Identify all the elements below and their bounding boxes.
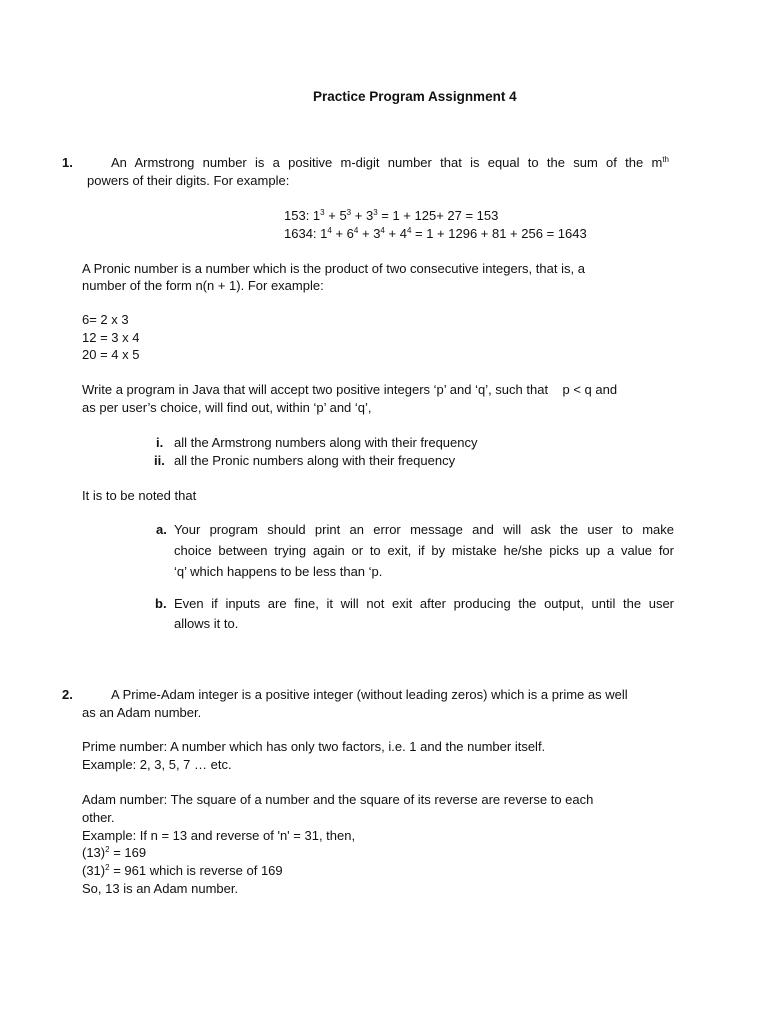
armstrong-example-1: 153: $1^3 + 5^3 + 3^3 = 1 + 125+ 27 = 153$	[284, 208, 499, 223]
task-statement-continued: as per user’s choice, will find out, within ‘p’ and ‘q’,	[82, 400, 372, 415]
question-1-intro-continued: powers of their digits. For example:	[87, 173, 290, 188]
alpha-item-a-line-1: Your program should print an error message and will ask the user to make	[174, 522, 674, 537]
pronic-example-3: 20 = 4 x 5	[82, 347, 140, 362]
noted-heading: It is to be noted that	[82, 488, 197, 503]
power: 3	[320, 208, 325, 217]
question-1-intro	[111, 155, 669, 170]
alpha-item-b-line-1: Even if inputs are fine, it will not exit after producing the output, until the user	[174, 596, 674, 611]
adam-definition: Adam number: The square of a number and the square of its reverse are reverse to each	[82, 792, 594, 807]
roman-item-ii: all the Pronic numbers along with their frequency	[174, 453, 456, 468]
roman-marker-i: i.	[156, 435, 164, 450]
pronic-definition-continued: number of the form n(n + 1). For example:	[82, 278, 324, 293]
power: 4	[406, 226, 412, 235]
square-2-base: (31)	[82, 863, 106, 878]
question-1-number: 1.	[62, 155, 73, 170]
power: 4	[380, 226, 385, 235]
armstrong-number: 1634:	[284, 226, 321, 241]
alpha-item-b-line-2: allows it to.	[174, 616, 239, 631]
digit: 5	[339, 208, 347, 223]
digit: 6	[346, 226, 354, 241]
square-1-base: (13)	[82, 845, 106, 860]
armstrong-sum: = 1 + 1296 + 81 + 256 = 1643	[411, 226, 587, 241]
alpha-item-a-line-3: ‘q’ which happens to be less than ‘p.	[174, 564, 383, 579]
alpha-item-a-line-2: choice between trying again or to exit, if by mistake he/she picks up a value for	[174, 543, 674, 558]
digit: 4	[399, 226, 407, 241]
power: 4	[327, 226, 332, 235]
roman-marker-ii: ii.	[154, 453, 165, 468]
question-1-intro-sup: th	[662, 155, 669, 164]
square-example-1	[82, 845, 146, 860]
task-statement: Write a program in Java that will accept two positive integers ‘p’ and ‘q’, such that p < q and	[82, 382, 618, 397]
digit: 1	[320, 226, 328, 241]
prime-example: Example: 2, 3, 5, 7 … etc.	[82, 757, 232, 772]
page-title: Practice Program Assignment 4	[313, 89, 517, 104]
armstrong-number: 153:	[284, 208, 313, 223]
pronic-example-1: 6= 2 x 3	[82, 312, 129, 327]
prime-definition: Prime number: A number which has only two factors, i.e. 1 and the number itself.	[82, 739, 546, 754]
armstrong-sum: = 1 + 125+ 27 = 153	[377, 208, 499, 223]
question-2-intro: A Prime-Adam integer is a positive integer (without leading zeros) which is a prime as well	[111, 687, 628, 702]
pronic-definition: A Pronic number is a number which is the product of two consecutive integers, that is, a	[82, 261, 585, 276]
roman-item-i: all the Armstrong numbers along with their frequency	[174, 435, 478, 450]
adam-definition-continued: other.	[82, 810, 115, 825]
adam-example: Example: If n = 13 and reverse of 'n' = 31, then,	[82, 828, 356, 843]
question-2-number: 2.	[62, 687, 73, 702]
square-1-result: = 169	[109, 845, 147, 860]
digit: 3	[373, 226, 381, 241]
square-1-exponent: 2	[105, 845, 110, 854]
alpha-marker-b: b.	[155, 596, 167, 611]
square-2-exponent: 2	[105, 863, 110, 872]
alpha-marker-a: a.	[156, 522, 167, 537]
square-example-2	[82, 863, 283, 878]
power: 3	[346, 208, 352, 217]
digit: 1	[312, 208, 321, 223]
pronic-example-2: 12 = 3 x 4	[82, 330, 140, 345]
question-2-intro-continued: as an Adam number.	[82, 705, 202, 720]
square-2-result: = 961 which is reverse of 169	[109, 863, 283, 878]
power: 3	[373, 208, 378, 217]
digit: 3	[365, 208, 374, 223]
question-1-intro-text: An Armstrong number is a positive m-digit number that is equal to the sum of the m	[111, 155, 663, 170]
armstrong-example-2: 1634: $1^4 + 6^4 + 3^4 + 4^4 = 1 + 1296 + 81 + 256 = 1643$	[284, 226, 587, 241]
adam-conclusion: So, 13 is an Adam number.	[82, 881, 239, 896]
power: 4	[353, 226, 359, 235]
